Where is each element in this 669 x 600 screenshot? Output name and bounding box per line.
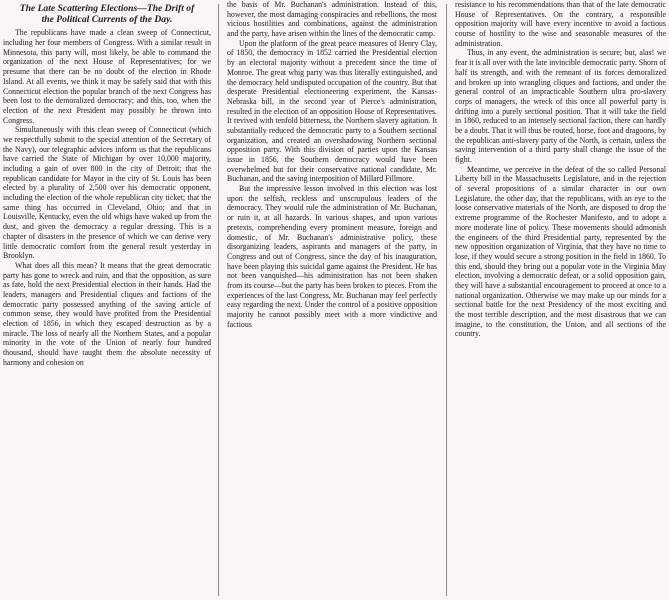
- article-headline: [3, 3, 211, 25]
- column-divider: [218, 4, 219, 596]
- paragraph: But the impressive lesson involved in this election was lost upon the selfish, reckless and unscrupulous leaders of the democracy. They would rule the administration of Mr. Buchanan, or ruin it, at all hazards. In various shapes, and upon various pretexts, comprehending every prominent measure, foreign and domestic, of Mr. Buchanan's administrative policy, these disorganizing leaders, aspirants and managers of the party, in Congress and out of Congress, since the day of his inauguration, have been playing this suicidal game against the President. He has not been vanquished—his administration has not been shaken from its course—but the party has been broken to pieces. From the experiences of the last Congress, Mr. Buchanan may feel perfectly easy regarding the next. Under the control of a positive opposition majority he cannot possibly meet with a more vindictive and factious: [227, 184, 437, 329]
- paragraph: resistance to his recommendations than that of the late democratic House of Representatives. On the contrary, a responsible opposition majority will have every incentive to avoid a factious course of hostility to the wise and seasonable measures of the administration.: [455, 0, 666, 48]
- headline-line-2: the Political Currents of the Day.: [41, 14, 173, 26]
- paragraph: Thus, in any event, the administration is secure; but, alas! we fear it is all over with the late invincible democratic party. Shorn of half its strength, and with the remnant of its forces demoralized and broken up into wrangling cliques and factions, and under the general control of an impracticable Southern ultra pro-slavery corps of managers, the wreck of this once all powerful party is drifting into a purely sectional position. That it will take the field in 1860, reduced to an intensely sectional faction, there can hardly be a doubt. That it will thus be routed, horse, foot and dragoons, by the republican anti-slavery party of the North, is certain, unless the saving intervention of a third party shall change the issue of the fight.: [455, 48, 666, 164]
- paragraph: Simultaneously with this clean sweep of Connecticut (which we respectfully submit to the special attention of the Secretary of the Navy), our telegraphic advices inform us that the republicans have carried the State of Michigan by over 10,000 majority, including a gain of over 800 in the city of Detroit; that the republican candidate for Mayor in the city of St. Louis has been elected by a plurality of 2,500 over his democratic opponent, including the election of the whole republican city ticket; that the same thing has occurred in Cleveland, Ohio; and that in Louisville, Kentucky, even the old whigs have waked up from the dust, and given the democracy a regular dressing. This is a chapter of disasters in the presence of which we can derive very little democratic comfort from the general result yesterday in Brooklyn.: [3, 125, 211, 261]
- paragraph: the basis of Mr. Buchanan's administration. Instead of this, however, the most damaging conspiracies and rebellions, the most vicious hostilities and combinations, against the administration and the party, have arisen within the lines of the democratic camp.: [227, 0, 437, 39]
- column-divider: [446, 4, 447, 596]
- article-column-3: [455, 0, 666, 600]
- article-column-1: [3, 0, 211, 600]
- article-column-2: [227, 0, 437, 600]
- paragraph: Meantime, we perceive in the defeat of the so called Personal Liberty bill in the Massachusetts Legislature, and in the rejection of several propositions of a similar character in our own Legislature, the other day, that the republicans, with an eye to the loose conservative materials of the North, are disposed to drop the extreme programme of the Rochester Manifesto, and to adopt a more moderate line of policy. These movements should admonish the engineers of the third Presidential party, represented by the new opposition organization of Virginia, that they have no time to lose, if they would secure a strong position in the field in 1860. To this end, should they bring out a popular vote in the Virginia May election, involving a democratic defeat, or a solid opposition gain, they will have a substantial encouragement to proceed at once to a national organization. Otherwise we may make up our minds for a sectional battle for the next Presidency of the most exciting and the most terrible description, and the most disastrous that we can imagine, to the constitution, the Union, and all sections of the country.: [455, 164, 666, 339]
- paragraph: The republicans have made a clean sweep of Connecticut, including her four members of Congress. With a similar result in Minnesota, this party will, most likely, be able to command the organization of the next House of Representatives; for we presume that there can be no doubt of the election in Rhode Island. At all events, we think it may be safely said that with this Connecticut election the popular branch of the next Congress has been lost to the demoralized democracy; and this, too, when the election of the next President may possibly be thrown into Congress.: [3, 28, 211, 125]
- headline-line-1: The Late Scattering Elections—The Drift of: [19, 3, 195, 14]
- paragraph: What does all this mean? It means that the great democratic party has gone to wreck and ruin, and that the opposition, as sure as fate, hold the next Presidential election in their hands. Had the leaders, managers and Presidential cliques and factions of the democratic party possessed anything of the saving article of common sense, they would have profited from the Presidential election of 1856, in which they escaped destruction as by a miracle. The loss of nearly all the Northern States, and a popular minority in the vote of the Union of nearly four hundred thousand, should have taught them the absolute necessity of harmony and cohesion on: [3, 260, 211, 367]
- paragraph: Upon the platform of the great peace measures of Henry Clay, of 1850, the democracy in 1852 carried the Presidential election by an electoral majority without a precedent since the time of Monroe. The great whig party was thus literally extinguished, and the democracy held undisputed occupation of the country. But that desperate Presidential electioneering experiment, the Kansas-Nebraska bill, in the second year of Pierce's administration, resulted in the election of an opposition House of Representatives. It revived with tenfold bitterness, the Northern slavery agitation. It substantially reduced the democratic party to a Southern sectional organization, and created an overshadowing Northern sectional opposition party. With this division of parties upon the Kansas issue in 1856, the Southern democracy would have been overwhelmed but for their conservative national candidate, Mr. Buchanan, and the saving interposition of Millard Fillmore.: [227, 38, 437, 184]
